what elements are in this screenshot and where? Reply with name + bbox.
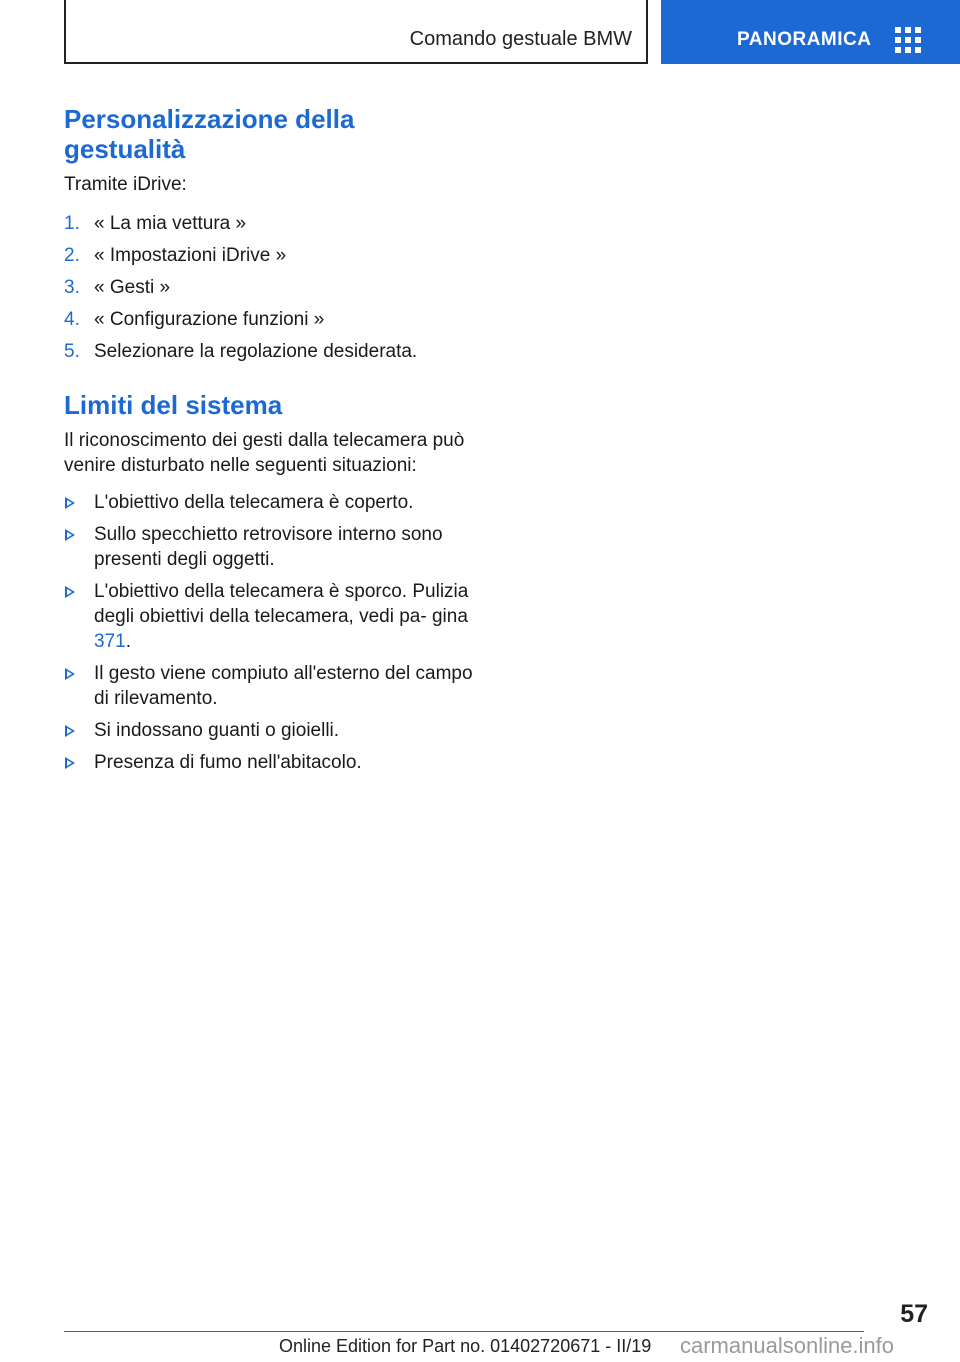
list-item: Sullo specchietto retrovisore interno sono presenti degli oggetti. (64, 522, 484, 572)
bullet-triangle-icon (65, 529, 75, 541)
system-limits-paragraph: Il riconoscimento dei gesti dalla telecamera può venire disturbato nelle seguenti situazioni: (64, 430, 465, 476)
limits-list (64, 490, 484, 775)
bullet-triangle-icon (65, 725, 75, 737)
bullet-triangle-icon (65, 668, 75, 680)
footer-watermark: carmanualsonline.info (680, 1333, 895, 1358)
bullet-triangle-icon (65, 497, 75, 509)
footer-edition: Online Edition for Part no. 01402720671 - II/19 (279, 1336, 652, 1356)
section-title-system-limits: Limiti del sistema (64, 390, 283, 420)
header-section-title: Comando gestuale BMW (409, 28, 632, 50)
section-title-personalization: Personalizzazione della gestualità (64, 104, 355, 164)
header-section-box (64, 0, 648, 64)
bullet-triangle-icon (65, 757, 75, 769)
overview-tab-label: PANORAMICA (737, 29, 872, 50)
list-item: Presenza di fumo nell'abitacolo. (64, 750, 484, 775)
list-item: 1. « La mia vettura » (64, 213, 247, 234)
grid-icon (895, 27, 921, 53)
bullet-triangle-icon (65, 586, 75, 598)
overview-tab[interactable] (661, 0, 960, 64)
list-item: L'obiettivo della telecamera è coperto. (64, 490, 484, 515)
list-item: 2. « Impostazioni iDrive » (64, 245, 287, 266)
footer-divider (64, 1331, 864, 1332)
list-item: L'obiettivo della telecamera è sporco. Pulizia degli obiettivi della telecamera, vedi pa‐ gina 371. (64, 579, 484, 654)
page-number: 57 (900, 1300, 928, 1328)
list-item: Il gesto viene compiuto all'esterno del campo di rilevamento. (64, 661, 484, 711)
intro-text: Tramite iDrive: (64, 174, 187, 195)
list-item: Si indossano guanti o gioielli. (64, 718, 484, 743)
list-item: 3. « Gesti » (64, 277, 171, 298)
page-content (64, 104, 484, 782)
page-link[interactable]: 371 (94, 631, 126, 652)
list-item: 4. « Configurazione funzioni » (64, 309, 325, 330)
list-item: 5. Selezionare la regolazione desiderata. (64, 341, 418, 362)
steps-list (64, 211, 484, 364)
